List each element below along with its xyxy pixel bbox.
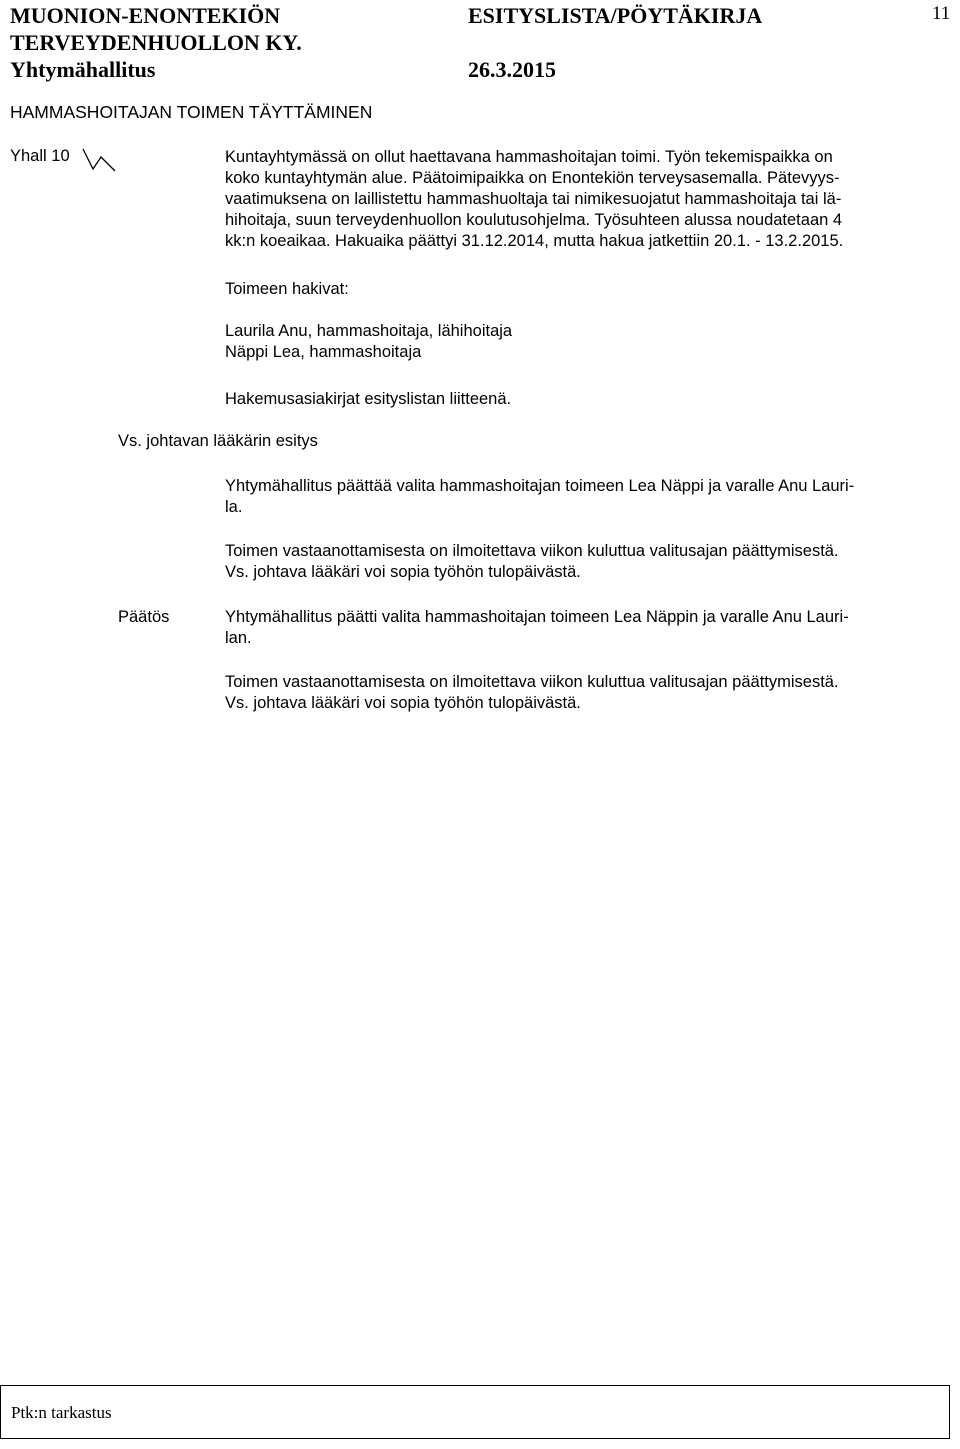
decision-note-line: Vs. johtava lääkäri voi sopia työhön tulopäivästä. <box>225 694 581 712</box>
section-reference: Yhall 10 <box>10 147 70 165</box>
decision-label: Päätös <box>118 608 170 626</box>
intro-line: koko kuntayhtymän alue. Päätoimipaikka on Enontekiön terveysasemalla. Pätevyys- <box>225 169 840 187</box>
intro-paragraph <box>225 147 950 252</box>
proposal-label: Vs. johtavan lääkärin esitys <box>118 432 318 450</box>
proposal-note-line: Vs. johtava lääkäri voi sopia työhön tulopäivästä. <box>225 563 581 581</box>
decision-note <box>225 672 950 714</box>
proposal-line: la. <box>225 498 243 516</box>
section-mark-icon <box>81 147 117 173</box>
applicant-item: Näppi Lea, hammashoitaja <box>225 343 422 361</box>
organization-name-line1: MUONION-ENONTEKIÖN <box>10 3 281 28</box>
meeting-date: 26.3.2015 <box>468 57 556 82</box>
document-type: ESITYSLISTA/PÖYTÄKIRJA <box>468 3 763 28</box>
proposal-line: Yhtymähallitus päättää valita hammashoitajan toimeen Lea Näppi ja varalle Anu Lauri- <box>225 477 855 495</box>
decision-text <box>225 607 950 649</box>
intro-line: vaatimuksena on laillistettu hammashuoltaja tai nimikesuojatut hammashoitaja tai lä- <box>225 190 842 208</box>
organization-name-line2: TERVEYDENHUOLLON KY. <box>10 30 302 55</box>
applicants-heading: Toimeen hakivat: <box>225 280 349 298</box>
intro-line: kk:n koeaikaa. Hakuaika päättyi 31.12.2014, mutta hakua jatkettiin 20.1. - 13.2.2015. <box>225 232 844 250</box>
proposal-text <box>225 476 950 518</box>
applicants-list <box>225 321 950 363</box>
decision-line: lan. <box>225 629 252 647</box>
decision-note-line: Toimen vastaanottamisesta on ilmoitettava viikon kuluttua valitusajan päättymisestä. <box>225 673 839 691</box>
body-name: Yhtymähallitus <box>10 57 156 82</box>
proposal-note-line: Toimen vastaanottamisesta on ilmoitettava viikon kuluttua valitusajan päättymisestä. <box>225 542 839 560</box>
minutes-review-label: Ptk:n tarkastus <box>11 1403 112 1422</box>
applicant-item: Laurila Anu, hammashoitaja, lähihoitaja <box>225 322 513 340</box>
attachments-note: Hakemusasiakirjat esityslistan liitteenä. <box>225 390 512 408</box>
minutes-review-box <box>0 1385 950 1439</box>
intro-line: Kuntayhtymässä on ollut haettavana hammashoitajan toimi. Työn tekemispaikka on <box>225 148 833 166</box>
intro-line: hihoitaja, suun terveydenhuollon koulutusohjelma. Työsuhteen alussa noudatetaan 4 <box>225 211 843 229</box>
section-title: HAMMASHOITAJAN TOIMEN TÄYTTÄMINEN <box>10 102 373 122</box>
proposal-note <box>225 541 950 583</box>
decision-line: Yhtymähallitus päätti valita hammashoitajan toimeen Lea Näppin ja varalle Anu Lauri- <box>225 608 849 626</box>
page-number: 11 <box>932 3 951 24</box>
